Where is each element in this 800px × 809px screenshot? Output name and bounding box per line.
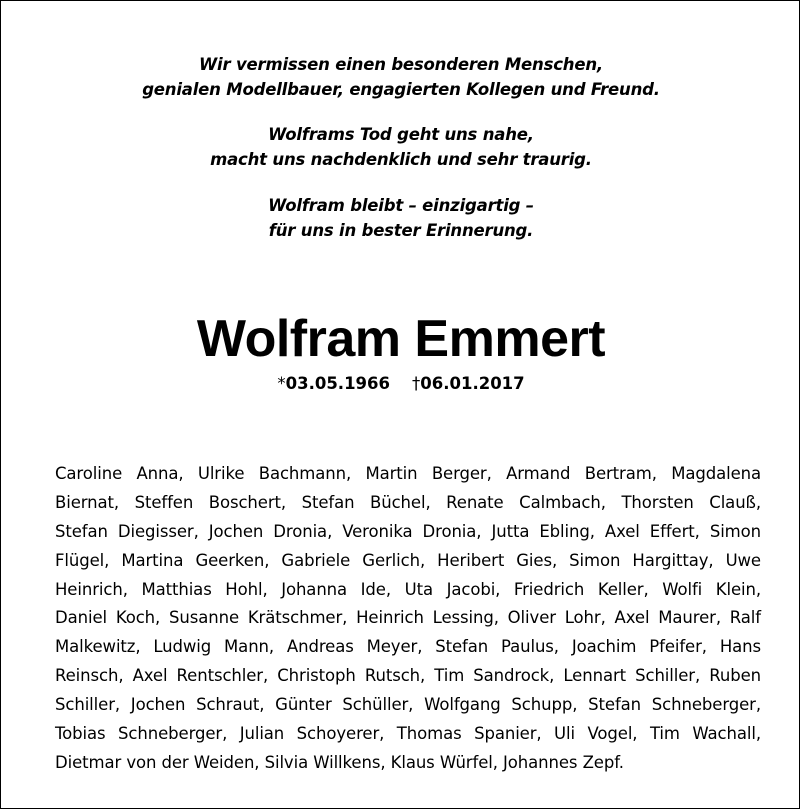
- verse-1: [1, 52, 800, 102]
- deceased-name: Wolfram Emmert: [196, 310, 606, 368]
- verse-line: Wir vermissen einen besonderen Menschen,: [199, 55, 603, 74]
- verse-2: [1, 122, 800, 172]
- death-date: 06.01.2017: [420, 374, 525, 393]
- mourners-line: Dietmar von der Weiden, Silvia Willkens, Klaus Würfel, Johannes Zepf.: [55, 752, 624, 772]
- mourners-line: Tobias Schneberger, Julian Schoyerer, Thomas Spanier, Uli Vogel, Tim Wachall,: [55, 724, 761, 744]
- verse-line: für uns in bester Erinnerung.: [268, 221, 534, 240]
- birth-symbol: *: [277, 374, 286, 393]
- life-dates: [1, 372, 800, 396]
- death-symbol: †: [412, 374, 421, 393]
- verse-line: Wolfram bleibt – einzigartig –: [268, 196, 534, 215]
- mourners-line: Caroline Anna, Ulrike Bachmann, Martin Berger, Armand Bertram, Magdalena: [55, 464, 761, 483]
- verse-3: [1, 193, 800, 243]
- mourners-line: Schiller, Jochen Schraut, Günter Schüller, Wolfgang Schupp, Stefan Schneberger,: [55, 695, 761, 715]
- mourners-line: Reinsch, Axel Rentschler, Christoph Rutsch, Tim Sandrock, Lennart Schiller, Ruben: [55, 666, 761, 686]
- verse-line: Wolframs Tod geht uns nahe,: [268, 125, 534, 144]
- mourners-line: Malkewitz, Ludwig Mann, Andreas Meyer, Stefan Paulus, Joachim Pfeifer, Hans: [55, 637, 761, 657]
- verse-line: macht uns nachdenklich und sehr traurig.: [210, 150, 592, 169]
- mourners-line: Heinrich, Matthias Hohl, Johanna Ide, Uta Jacobi, Friedrich Keller, Wolfi Klein,: [55, 579, 761, 599]
- mourners-line: Biernat, Steffen Boschert, Stefan Büchel, Renate Calmbach, Thorsten Clauß,: [55, 492, 761, 512]
- mourners-line: Daniel Koch, Susanne Krätschmer, Heinrich Lessing, Oliver Lohr, Axel Maurer, Ralf: [55, 608, 761, 628]
- birth-date: 03.05.1966: [285, 374, 390, 393]
- mourners-line: Stefan Diegisser, Jochen Dronia, Veronika Dronia, Jutta Ebling, Axel Effert, Simon: [55, 521, 761, 541]
- mourners-line: Flügel, Martina Geerken, Gabriele Gerlich, Heribert Gies, Simon Hargittay, Uwe: [55, 550, 761, 570]
- verse-line: genialen Modellbauer, engagierten Kollegen und Freund.: [142, 80, 660, 99]
- mourners-list: [55, 460, 761, 778]
